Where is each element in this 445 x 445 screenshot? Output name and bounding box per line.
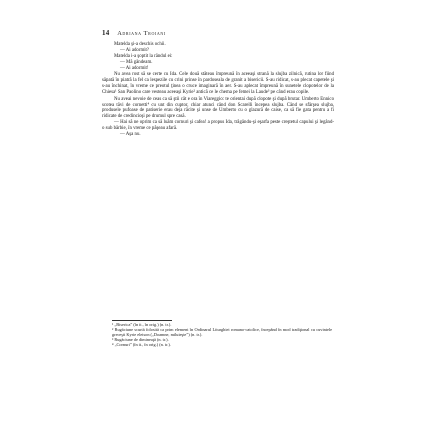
dialogue-line: — Ai adormit! [120,65,149,71]
footnote-divider [112,320,172,321]
paragraph: — Hai să ne oprim ca să luăm cornuri şi cafea! a propus Ida, trăgându-şi eşarfa peste creştetul capului şi legând-o sub bărbie, în vreme ce păşeau afară. [102,120,334,132]
narration-line: Matelda şi-a deschis ochii. [114,42,166,47]
body-text [102,42,334,138]
footnotes [112,322,332,347]
running-header [102,29,166,37]
dialogue-line: — Ai adormit? [120,47,150,53]
paragraph: Nu avea rost să se certe cu Ida. Cele două stăteau împreună în aceeaşi strană la slujba zilnică, rutina lor fiind săpată în piatră la fel ca lespezile cu crini prinse în pardoseala de granit a bisericii. S-au ridicat, s-au plecat capetele şi s-au închinat, în vreme ce preotul ţinea o cruce imaginară în aer. S-au aplecat împreună în sunetele clopotelor de la Chiesa¹ San Paolino care vesteau aceeaşi Kyrie² antică ce le chema pe femei la Laude³ pe când erau copile. [102,71,334,95]
footnote: ² Rugăciune scurtă folosită ca prim element în Ordinarul Liturghiei romano-catolice, începând în mod tradiţional cu cuvintele greceşti Kyrie eleison („Doamne, miluieşte”) (n. tr.). [112,327,332,338]
footnote: ⁴ „Cornuri” (în it., în orig.) (n. tr.). [112,342,171,348]
dialogue-line: — Aşa nu. [120,132,141,138]
page-number: 14 [102,29,110,37]
dialogue-line: — Mă gândeam. [120,59,153,65]
author-name: Adriana Troiani [117,30,166,37]
footnote: ¹ „Biserica” (în it., în orig.) (n. tr.). [112,322,172,327]
narration-line: Matelda i-a şoptit la rândul ei: [114,53,173,59]
footnote: ³ Rugăciune de dimineaţă (n. tr.). [112,337,169,343]
paragraph: Nu aveai nevoie de ceas ca să ştii cât e ora în Viareggio: te orientai după clopote şi după brutar. Umberto Ennico scotea tăvi de cornetti⁴ cu unt din cuptor, chiar atunci când don Scarelli începea slujba. Când se sfârşea slujba, produsele pufoase de patiserie erau deja răcite şi unse de Umberto cu o glazură de caise, ca să fie gata pentru a fi ridicate de credincioşi pe drumul spre casă. [102,96,334,120]
